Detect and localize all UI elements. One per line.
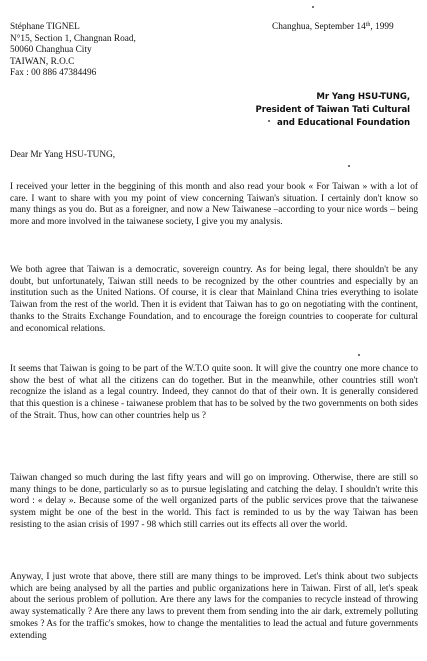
recipient-title-line-2: and Educational Foundation (277, 118, 410, 128)
scan-speck (268, 120, 270, 122)
recipient-title-line-1: President of Taiwan Tati Cultural (255, 105, 410, 115)
date-ordinal: th (365, 22, 371, 28)
letter-date (272, 22, 394, 32)
scan-speck (358, 354, 360, 356)
sender-street: N°15, Section 1, Changnan Road, (10, 33, 136, 44)
sender-fax: Fax : 00 886 47384496 (10, 68, 97, 79)
sender-city: 50060 Changhua City (10, 45, 92, 56)
date-prefix: Changhua, September 14 (272, 22, 366, 32)
scan-speck (312, 6, 314, 8)
sender-country: TAIWAN, R.O.C (10, 56, 75, 67)
body-paragraph: I received your letter in the beggining of this month and also read your book « For Taiwan » with a lot of care. I want to share with you my point of view concerning Taiwan's situation. I certainly don't know so many things as you do. But as a foreigner, and now a New Taiwanese –according to your nice words – being more and more involved in the taiwanese society, I give you my analysis. (10, 182, 418, 228)
salutation: Dear Mr Yang HSU-TUNG, (10, 150, 116, 160)
body-paragraph: Taiwan changed so much during the last fifty years and will go on improving. Otherwise, there are still so many things to be done, particularly so as to pursue legislating and catching the delay. I shouldn't write this word : « delay ». Because some of the well organized parts of the public services prove that the taiwanese system might be one of the best in the world. This fact is reminded to us by the way Taiwan has been resisting to the asian crisis of 1997 - 98 which still carries out its effects all over the world. (10, 473, 418, 530)
sender-name: Stéphane TIGNEL (10, 22, 80, 32)
recipient-block (256, 91, 410, 130)
body-paragraph: It seems that Taiwan is going to be part of the W.T.O quite soon. It will give the country one more chance to show the best of what all the citizens can do together. But in the meanwhile, other countries still won't recognize the island as a legal country. Indeed, they cannot do that of their own. It is generally considered that this question is a chinese - taiwanese problem that has to be solved by the two governments on both sides of the Strait. Thus, how can other countries help us ? (10, 364, 418, 421)
body-paragraph: We both agree that Taiwan is a democratic, sovereign country. As for being legal, there shouldn't be any doubt, but unfortunately, Taiwan still needs to be recognized by the other countries and especially by an institution such as the United Nations. Of course, it is clear that Mainland China tries everything to isolate Taiwan from the rest of the world. Then it is evident that Taiwan has to go on negotiating with the continent, thanks to the Straits Exchange Foundation, and to encourage the foreign countries to cooperate for cultural and economical relations. (10, 265, 418, 334)
body-paragraph: Anyway, I just wrote that above, there still are many things to be improved. Let's think about two subjects which are being analysed by all the parties and public organizations here in Taiwan. First of all, let's speak about the serious problem of pollution. Are there any laws for the companies to recycle instead of throwing away systematically ? Are there any laws to prevent them from sending into the air dark, extremely polluting smokes ? As for the traffic's smokes, how to change the mentalities to lead the actual and future governments extending (10, 572, 418, 641)
sender-address-block (10, 22, 136, 80)
recipient-name: Mr Yang HSU-TUNG, (316, 92, 410, 102)
scan-speck (348, 165, 350, 167)
date-year: , 1999 (370, 22, 394, 32)
